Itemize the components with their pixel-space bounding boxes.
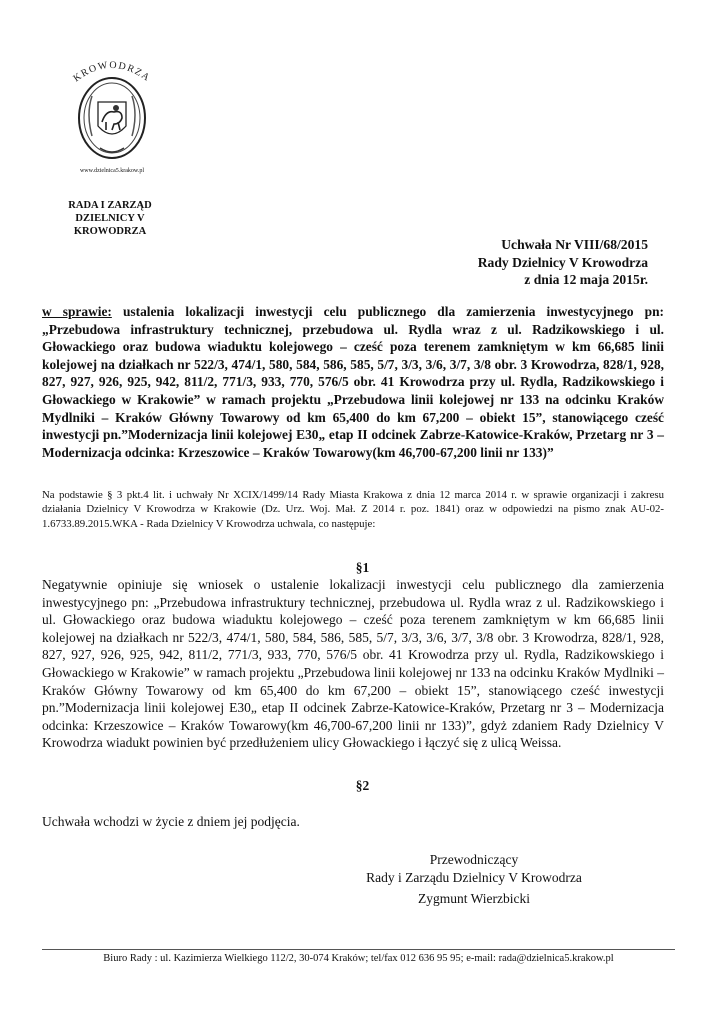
resolution-header xyxy=(380,236,648,289)
legal-basis: Na podstawie § 3 pkt.4 lit. i uchwały Nr XCIX/1499/14 Rady Miasta Krakowa z dnia 12 marca 2014 r. w sprawie organizacji i zakresu działania Dzielnicy V Krowodrza w Krakowie (Dz. Urz. Woj. Mał. Z 2014 r. poz. 1841) oraz w odpowiedzi na pismo znak AU-02-1.6733.89.2015.WKA - Rada Dzielnicy V Krowodrza uchwala, co następuje: xyxy=(42,489,664,530)
subject-text: ustalenia lokalizacji inwestycji celu publicznego dla zamierzenia inwestycyjnego pn: „Przebudowa infrastruktury technicznej, przebudowa ul. Rydla wraz z ul. Radzikowskiego i ul. Głowackiego oraz budowa wiaduktu kolejowego – cześć poza terenem zamkniętym w km 66,685 linii kolejowej na działkach nr 522/3, 474/1, 580, 584, 586, 585, 5/7, 3/3, 3/6, 3/7, 3/8 obr. 3 Krowodrza, 828/1, 928, 827, 927, 926, 925, 942, 811/2, 771/3, 933, 770, 576/5 obr. 41 Krowodrza przy ul. Rydla, Radzikowskiego i Głowackiego w Krakowie” w ramach projektu „Przebudowa linii kolejowej nr 133 na odcinku Kraków Mydlniki – Kraków Główny Towarowy od km 65,400 do km 67,200 – obiekt 15”, stanowiącego cześć inwestycji pn.”Modernizacja linii kolejowej E30„ etap II odcinek Zabrze-Katowice-Kraków, Przetarg nr 3 – Modernizacja odcinka: Krzeszowice – Kraków Towarowy(km 46,700-67,200 linii nr 133)” xyxy=(42,304,664,460)
signatory-name: Zygmunt Wierzbicki xyxy=(417,891,531,906)
footer-contact: Biuro Rady : ul. Kazimierza Wielkiego 112/2, 30-074 Kraków; tel/fax 012 636 95 95; e-mail: rada@dzielnica5.krakow.pl xyxy=(103,953,614,964)
organization-name: RADA I ZARZĄD DZIELNICY V KROWODRZA xyxy=(68,200,152,237)
logo-website: www.dzielnica5.krakow.pl xyxy=(79,168,145,174)
section-1-heading: §1 xyxy=(355,560,370,575)
resolution-issuer: Rady Dzielnicy V Krowodrza xyxy=(477,254,648,270)
signature-body: Rady i Zarządu Dzielnicy V Krowodrza xyxy=(366,870,582,885)
section-2-heading: §2 xyxy=(355,778,370,793)
section-1-text: Negatywnie opiniuje się wniosek o ustalenie lokalizacji inwestycji celu publicznego dla zamierzenia inwestycyjnego pn: „Przebudowa infrastruktury technicznej, przebudowa ul. Rydla wraz z ul. Radzikowskiego i ul. Głowackiego oraz budowa wiaduktu kolejowego – cześć poza terenem zamkniętym w km 66,685 linii kolejowej na działkach nr 522/3, 474/1, 580, 584, 586, 585, 5/7, 3/3, 3/6, 3/7, 3/8 obr. 3 Krowodrza, 828/1, 928, 827, 927, 926, 925, 942, 811/2, 771/3, 933, 770, 576/5 obr. 41 Krowodrza przy ul. Rydla, Radzikowskiego i Głowackiego w Krakowie” w ramach projektu „Przebudowa linii kolejowej nr 133 na odcinku Kraków Mydlniki – Kraków Główny Towarowy od km 65,400 do km 67,200 – obiekt 15”, stanowiącego cześć inwestycji pn.”Modernizacja linii kolejowej E30„ etap II odcinek Zabrze-Katowice-Kraków, Przetarg nr 3 – Modernizacja odcinka: Krzeszowice – Kraków Towarowy(km 46,700-67,200 linii nr 133)”, gdyż zdaniem Rady Dzielnicy V Krowodrza wiadukt powinien być przedłużeniem ulicy Głowackiego i łączyć się z ulicą Weissa. xyxy=(42,577,664,751)
signature-block xyxy=(330,851,618,887)
resolution-subject xyxy=(42,303,664,461)
section-2-text: Uchwała wchodzi w życie z dniem jej podjęcia. xyxy=(42,814,300,829)
subject-label: w sprawie: xyxy=(42,304,112,319)
resolution-number: Uchwała Nr VIII/68/2015 xyxy=(501,237,648,252)
district-coat-of-arms-logo xyxy=(62,52,162,164)
signature-title: Przewodniczący xyxy=(429,852,519,867)
footer-divider xyxy=(42,949,675,950)
svg-text:KROWODRZA: KROWODRZA xyxy=(71,59,153,85)
resolution-date: z dnia 12 maja 2015r. xyxy=(524,272,648,287)
